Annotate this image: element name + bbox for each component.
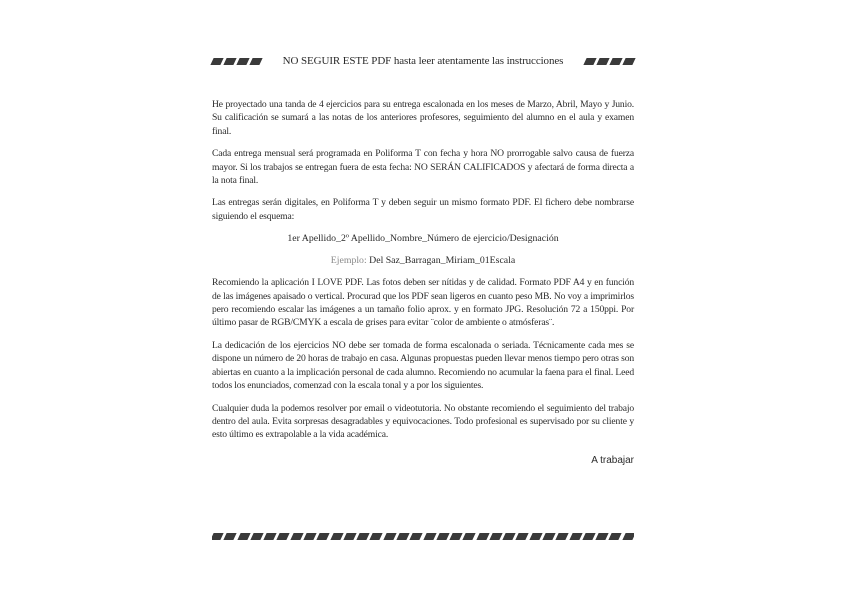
header-right-dashes [585,58,634,65]
footer-dashes [212,533,634,543]
dash-mark [237,533,250,540]
dash-mark [290,533,303,540]
dash-mark [569,533,582,540]
dash-mark [383,533,396,540]
paragraph-dedication: La dedicación de los ejercicios NO debe ser tomada de forma escalonada o seriada. Técnicamente cada mes se dispone un número de 20 horas de trabajo en casa. Algunas propuestas pueden llevar menos tiempo pero otras son abiertas en cuanto a la implicación personal de cada alumno. Recomiendo no acumular la faena para el final. Leed todos los enunciados, comenzad con la escala tonal y a por los siguientes. [212,339,634,392]
dash-mark [622,58,635,65]
dash-mark [582,533,595,540]
dash-mark [463,533,476,540]
dash-mark [542,533,555,540]
naming-example [212,254,634,267]
example-value: Del Saz_Barragan_Miriam_01Escala [369,255,516,267]
dash-mark [476,533,489,540]
dash-mark [516,533,529,540]
paragraph-schedule: He proyectado una tanda de 4 ejercicios para su entrega escalonada en los meses de Marzo, Abril, Mayo y Junio. Su calificación se sumará a las notas de los anteriores profesores, seguimiento del alumno en el aula y examen final. [212,99,634,137]
paragraph-deadlines: Cada entrega mensual será programada en Poliforma T con fecha y hora NO prorrogable salvo causa de fuerza mayor. Si los trabajos se entregan fuera de esta fecha: NO SERÁN CALIFICADOS y afectará de forma directa a la nota final. [212,148,634,187]
dash-mark [609,533,622,540]
dash-mark [317,533,330,540]
dash-mark [224,533,237,540]
dash-mark [236,58,249,65]
dash-mark [277,533,290,540]
dash-mark [583,58,596,65]
header-left-dashes [212,58,261,65]
body-text [212,98,634,466]
dash-mark [249,58,262,65]
dash-mark [212,533,224,540]
dash-mark [489,533,502,540]
dash-mark [210,58,223,65]
dash-mark [529,533,542,540]
paragraph-recommendations: Recomiendo la aplicación I LOVE PDF. Las fotos deben ser nítidas y de calidad. Formato PDF A4 y en función de las imágenes apaisado o vertical. Procurad que los PDF sean ligeros en cuanto peso MB. No voy a imprimirlos pero recomiendo escalar las imágenes a un tamaño folio aprox. y en formato JPG. Resolución 72 a 150ppi. Por último pasar de RGB/CMYK a escala de grises para evitar ¨color de ambiente o atmósferas¨. [212,277,634,329]
dash-mark [596,533,609,540]
dash-mark [449,533,462,540]
dash-mark [223,58,236,65]
header-title: NO SEGUIR ESTE PDF hasta leer atentamente las instrucciones [282,55,564,67]
dash-mark [622,533,634,540]
dash-mark [423,533,436,540]
dash-mark [263,533,276,540]
dash-mark [503,533,516,540]
dash-mark [609,58,622,65]
dash-mark [370,533,383,540]
dash-mark [396,533,409,540]
dash-mark [303,533,316,540]
dash-mark [556,533,569,540]
paragraph-format: Las entregas serán digitales, en Poliforma T y deben seguir un mismo formato PDF. El fichero debe nombrarse siguiendo el esquema: [212,197,634,222]
example-label: Ejemplo: [330,255,367,267]
dash-mark [356,533,369,540]
document-page [212,52,634,466]
dash-mark [596,58,609,65]
dash-mark [410,533,423,540]
naming-scheme: 1er Apellido_2º Apellido_Nombre_Número de ejercicio/Designación [287,233,559,245]
header-banner [212,52,634,70]
signoff: A trabajar [591,454,634,466]
dash-mark [330,533,343,540]
dash-mark [436,533,449,540]
dash-mark [250,533,263,540]
paragraph-questions: Cualquier duda la podemos resolver por email o videotutoria. No obstante recomiendo el seguimiento del trabajo dentro del aula. Evita sorpresas desagradables y equivocaciones. Todo profesional es supervisado por su cliente y esto último es extrapolable a la vida académica. [212,402,634,441]
dash-mark [343,533,356,540]
